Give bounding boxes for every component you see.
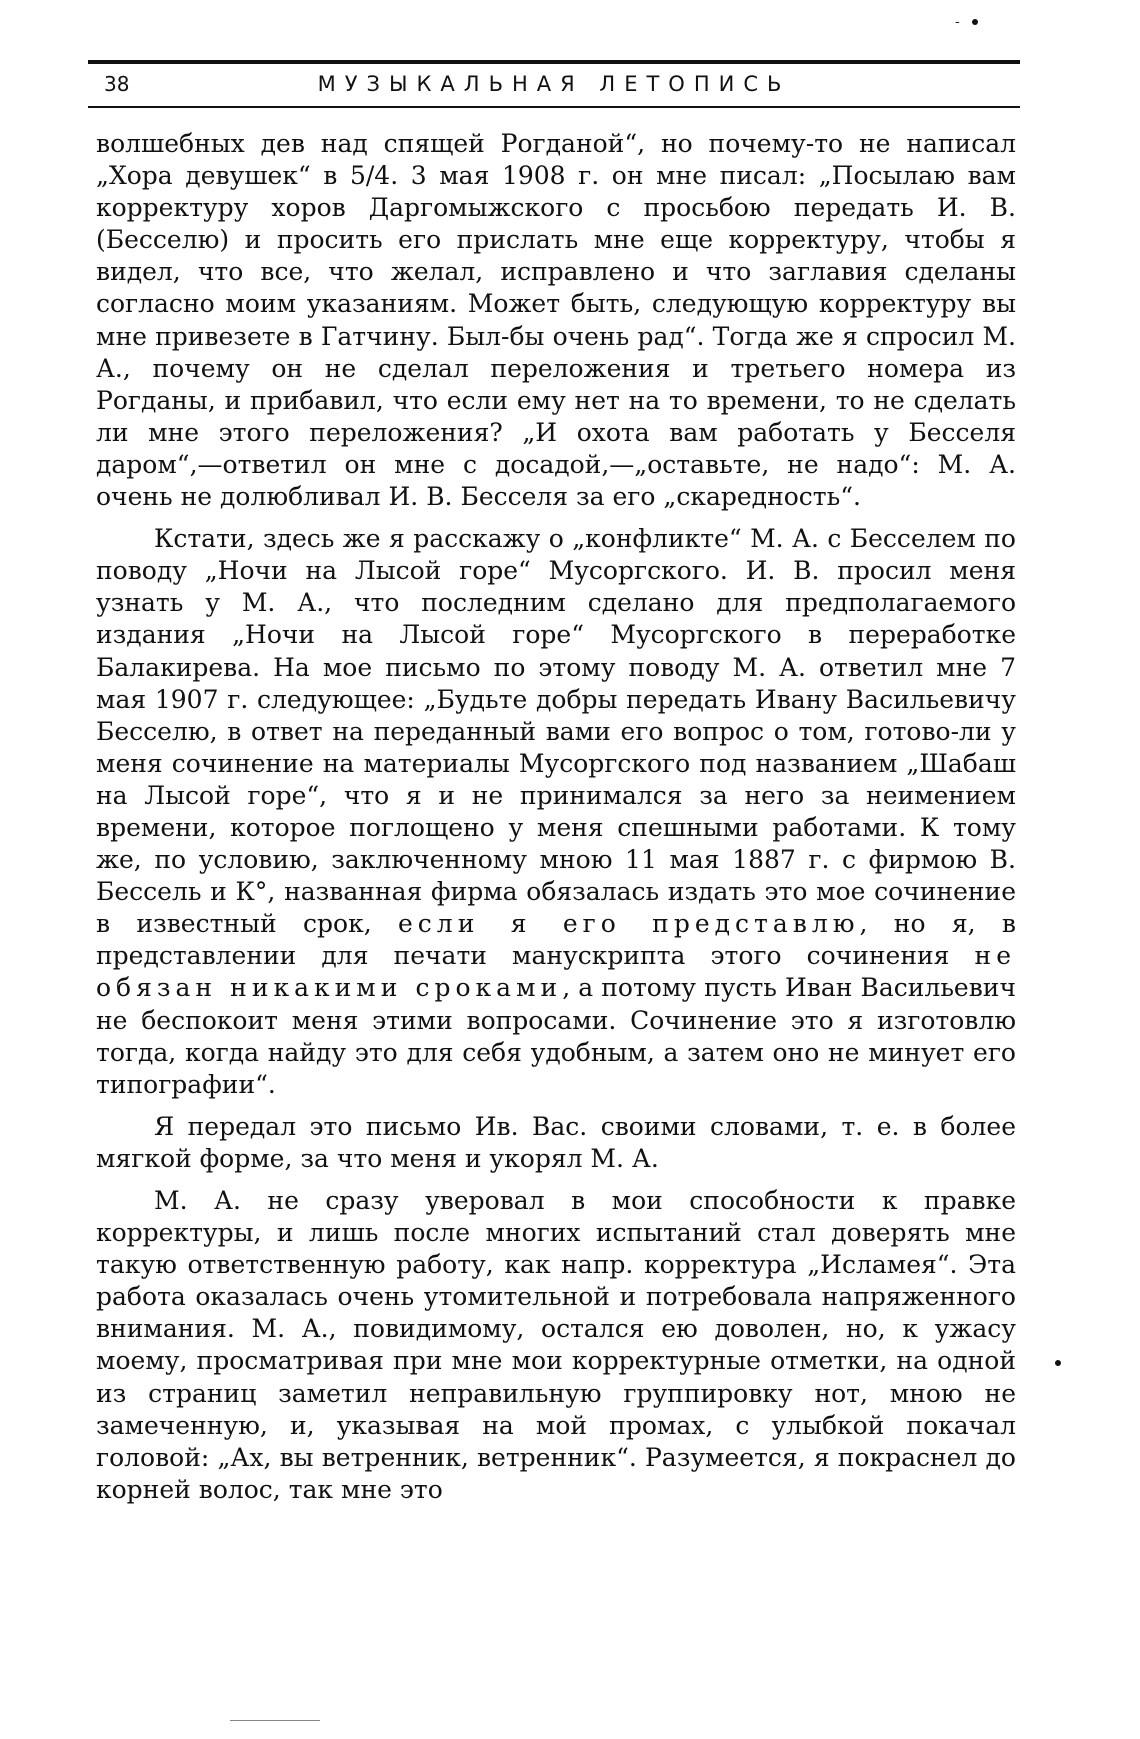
paragraph-text: , а потому пусть Иван Васильевич не беспокоит меня этими вопросами. Сочинение это я изготовлю тогда, когда найду это для себя удобным, а затем оно не минует его типографии“. <box>96 973 1016 1099</box>
paragraph <box>96 128 1016 513</box>
top-dot <box>972 19 978 25</box>
header-rule-bottom <box>88 106 1020 108</box>
paragraph-text: Кстати, здесь же я расскажу о „конфликте“ М. А. с Бесселем по поводу „Ночи на Лысой горе“ Мусоргского. И. В. просил меня узнать у М. А., что последним сделано для предполагаемого издания „Ночи на Лысой горе“ Мусоргского в переработке Балакирева. На мое письмо по этому поводу М. А. ответил мне 7 мая 1907 г. следующее: „Будьте добры передать Ивану Васильевичу Бесселю, в ответ на переданный вами его вопрос о том, готово-ли у меня сочинение на материалы Мусоргского под названием „Шабаш на Лысой горе“, что я и не принимался за него за неимением времени, которое поглощено у меня спешными работами. К тому же, по условию, заключенному мною 11 мая 1887 г. с фирмою В. Бессель и К°, названная фирма обязалась издать это мое сочинение в известный срок, <box>96 524 1016 939</box>
header-row <box>88 72 1020 100</box>
running-title: МУЗЫКАЛЬНАЯ ЛЕТОПИСЬ <box>317 72 791 96</box>
body-text <box>96 128 1016 1516</box>
top-dash: - <box>955 14 960 30</box>
bottom-rule <box>230 1720 320 1721</box>
paragraph-text: Я передал это письмо Ив. Вас. своими словами, т. е. в более мягкой форме, за что меня и укорял М. А. <box>96 1111 1016 1173</box>
paragraph-text: , но я, в представлении для печати манускрипта этого сочинения <box>96 909 1017 971</box>
paragraph <box>96 523 1016 1101</box>
spaced-emphasis: если я его представлю <box>398 909 860 939</box>
paragraph-text: М. А. не сразу уверовал в мои способности к правке корректуры, и лишь после многих испытаний стал доверять мне такую ответственную работу, как напр. корректура „Исламея“. Эта работа оказалась очень утомительной и потребовала напряженного внимания. М. А., повидимому, остался ею доволен, но, к ужасу моему, просматривая при мне мои корректурные отметки, на одной из страниц заметил неправильную группировку нот, мною не замеченную, и, указывая на мой промах, с улыбкой покачал головой: „Ах, вы ветренник, ветренник“. Разумеется, я покраснел до корней волос, так мне это <box>96 1186 1016 1504</box>
header-rule-top <box>88 60 1020 64</box>
spaced-emphasis: не обязан никакими сроками <box>96 941 1016 1003</box>
paragraph-text: волшебных дев над спящей Рогданой“, но почему-то не написал „Хора девушек“ в 5/4. 3 мая 1908 г. он мне писал: „Посылаю вам корректуру хоров Даргомыжского с просьбою передать И. В. (Бесселю) и просить его прислать мне еще корректуру, чтобы я видел, что все, что желал, исправлено и что заглавия сделаны согласно моим указаниям. Может быть, следующую корректуру вы мне привезете в Гатчину. Был-бы очень рад“. Тогда же я спросил М. А., почему он не сделал переложения и третьего номера из Рогданы, и прибавил, что если ему нет на то времени, то не сделать ли мне этого переложения? „И охота вам работать у Бесселя даром“,—ответил он мне с досадой,—„оставьте, не надо“: М. А. очень не долюбливал И. В. Бесселя за его „скаредность“. <box>96 129 1016 512</box>
page-header <box>88 60 1020 108</box>
top-margin-marks <box>955 14 978 30</box>
margin-dot <box>1055 1360 1061 1366</box>
paragraph <box>96 1185 1016 1506</box>
page-number: 38 <box>104 72 130 96</box>
paragraph <box>96 1111 1016 1175</box>
